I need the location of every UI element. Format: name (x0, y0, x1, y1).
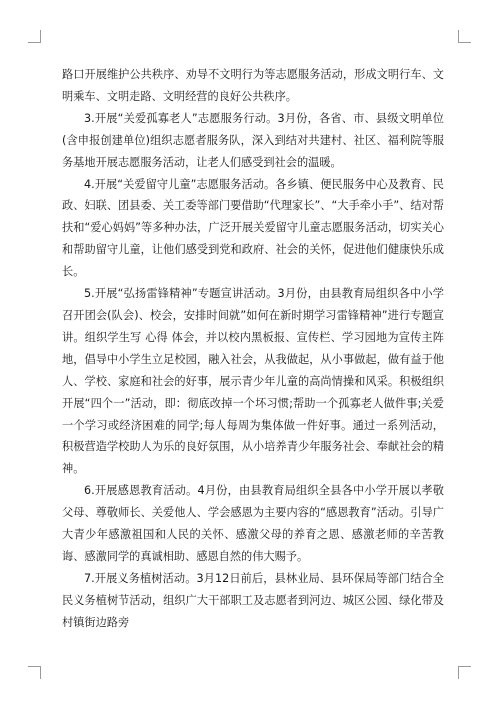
document-body (62, 64, 444, 634)
crop-mark-top-right (458, 30, 471, 43)
crop-mark-bottom-right (458, 666, 471, 679)
paragraph-item-5: 5.开展“弘扬雷锋精神”专题宣讲活动。3月份，由县教育局组织各中小学召开团会(队会)、校会，安排时间就”如何在新时期学习雷锋精神”进行专题宣讲。组织学生写 心得 体会，并以校内黑板报、宣传栏、学习园地为宣传主阵地，倡导中小学生立足校园，融入社会，从我做起，从小事做起，做有益于他人、学校、家庭和社会的好事，展示青少年儿童的高尚情操和风采。积极组织开展“四个一”活动，即：彻底改掉一个坏习惯;帮助一个孤寡老人做件事;关爱一个学习或经济困难的同学;每人每周为集体做一件好事。通过一系列活动，积极营造学校助人为乐的良好氛围，从小培养青少年服务社会、奉献社会的精神。 (62, 287, 444, 476)
paragraph-item-7: 7.开展义务植树活动。3月12日前后，县林业局、县环保局等部门结合全民义务植树节活动，组织广大干部职工及志愿者到河边、城区公园、绿化带及村镇街边路旁 (62, 571, 444, 629)
crop-mark-top-left (28, 30, 41, 43)
paragraph-item-6: 6.开展感恩教育活动。4月份，由县教育局组织全县各中小学开展以孝敬父母、尊敬师长、关爱他人、学会感恩为主要内容的“感恩教育”活动。引导广大青少年感激祖国和人民的关怀、感激父母的养育之恩、感激老师的辛苦教诲、感激同学的真诚相助、感恩自然的伟大赐予。 (62, 484, 445, 563)
paragraph-item-4: 4.开展“关爱留守儿童”志愿服务活动。各乡镇、便民服务中心及教育、民政、妇联、团县委、关工委等部门要借助“代理家长”、“大手牵小手”、结对帮扶和“爱心妈妈”等多种办法，广泛开展关爱留守儿童志愿服务活动，切实关心和帮助留守儿童，让他们感受到党和政府、社会的关怀，促进他们健康快乐成长。 (62, 177, 444, 279)
paragraph-continuation: 路口开展维护公共秩序、劝导不文明行为等志愿服务活动，形成文明行车、文明乘车、文明走路、文明经营的良好公共秩序。 (62, 68, 444, 103)
paragraph-item-3: 3.开展“关爱孤寡老人”志愿服务行动。3月份，各省、市、县级文明单位(含申报创建单位)组织志愿者服务队，深入到结对共建村、社区、福利院等服务基地开展志愿服务活动，让老人们感受到社会的温暖。 (62, 111, 444, 169)
crop-mark-bottom-left (28, 666, 41, 679)
